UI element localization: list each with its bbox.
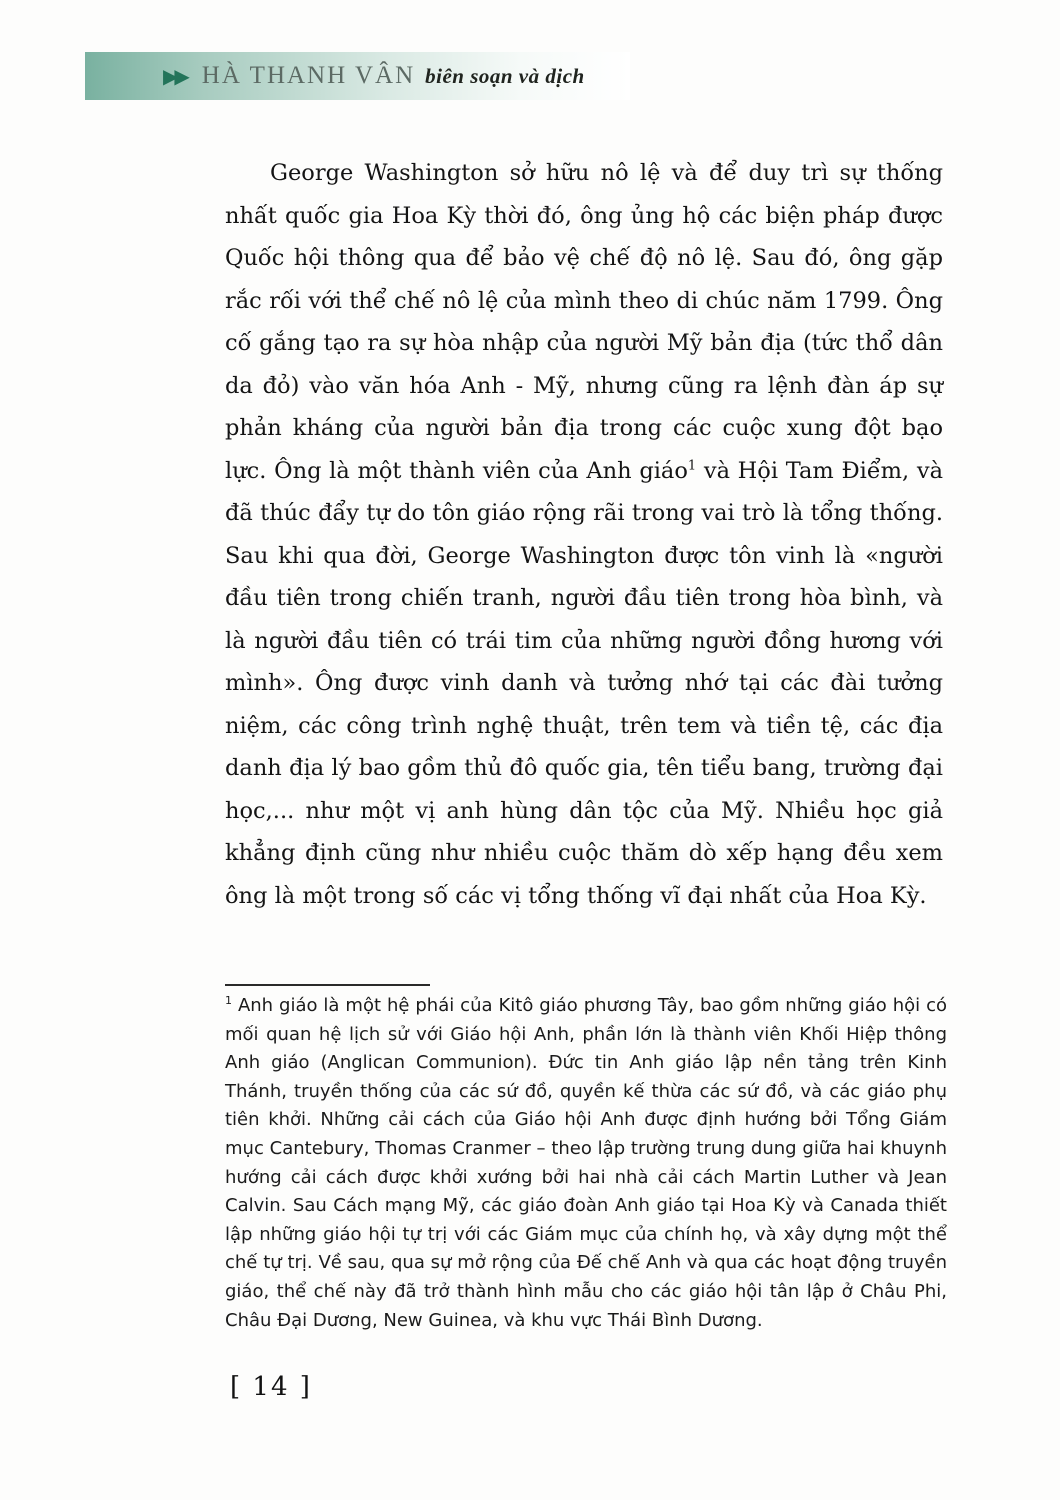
footnote (225, 992, 947, 1335)
page-number: [ 14 ] (230, 1372, 312, 1402)
header-subtitle: biên soạn và dịch (425, 63, 585, 88)
paragraph-text-part2: và Hội Tam Điểm, và đã thúc đẩy tự do tôn giáo rộng rãi trong vai trò là tổng thống. Sau khi qua đời, George Washington được tôn vinh là «người đầu tiên trong chiến tranh, người đầu tiên trong hòa bình, và là người đầu tiên có trái tim của những người đồng hương với mình». Ông được vinh danh và tưởng nhớ tại các đài tưởng niệm, các công trình nghệ thuật, trên tem và tiền tệ, các địa danh địa lý bao gồm thủ đô quốc gia, tên tiểu bang, trường đại học,... như một vị anh hùng dân tộc của Mỹ. Nhiều học giả khẳng định cũng như nhiều cuộc thăm dò xếp hạng đều xem ông là một trong số các vị tổng thống vĩ đại nhất của Hoa Kỳ. (225, 457, 943, 909)
main-paragraph (225, 152, 943, 917)
footnote-reference-marker: 1 (687, 458, 697, 473)
footnote-marker: 1 (225, 994, 232, 1007)
double-chevron-icon: ▶▶ (163, 64, 186, 88)
header-author-name: HÀ THANH VÂN (201, 62, 416, 89)
footnote-separator-rule (225, 984, 430, 986)
paragraph-text-part1: George Washington sở hữu nô lệ và để duy trì sự thống nhất quốc gia Hoa Kỳ thời đó, ông ủng hộ các biện pháp được Quốc hội thông qua để bảo vệ chế độ nô lệ. Sau đó, ông gặp rắc rối với thể chế nô lệ của mình theo di chúc năm 1799. Ông cố gắng tạo ra sự hòa nhập của người Mỹ bản địa (tức thổ dân da đỏ) vào văn hóa Anh - Mỹ, nhưng cũng ra lệnh đàn áp sự phản kháng của người bản địa trong các cuộc xung đột bạo lực. Ông là một thành viên của Anh giáo (225, 160, 943, 484)
footnote-text: Anh giáo là một hệ phái của Kitô giáo phương Tây, bao gồm những giáo hội có mối quan hệ lịch sử với Giáo hội Anh, phần lớn là thành viên Khối Hiệp thông Anh giáo (Anglican Communion). Đức tin Anh giáo lập nền tảng trên Kinh Thánh, truyền thống của các sứ đồ, quyền kế thừa các sứ đồ, và các giáo phụ tiên khởi. Những cải cách của Giáo hội Anh được định hướng bởi Tổng Giám mục Cantebury, Thomas Cranmer – theo lập trường trung dung giữa hai khuynh hướng cải cách được khởi xướng bởi hai nhà cải cách Martin Luther và Jean Calvin. Sau Cách mạng Mỹ, các giáo đoàn Anh giáo tại Hoa Kỳ và Canada thiết lập những giáo hội tự trị với các Giám mục của chính họ, và xây dựng một thể chế tự trị. Về sau, qua sự mở rộng của Đế chế Anh và qua các hoạt động truyền giáo, thể chế này đã trở thành hình mẫu cho các giáo hội tân lập ở Châu Phi, Châu Đại Dương, New Guinea, và khu vực Thái Bình Dương. (225, 995, 947, 1331)
header-band (85, 52, 630, 100)
